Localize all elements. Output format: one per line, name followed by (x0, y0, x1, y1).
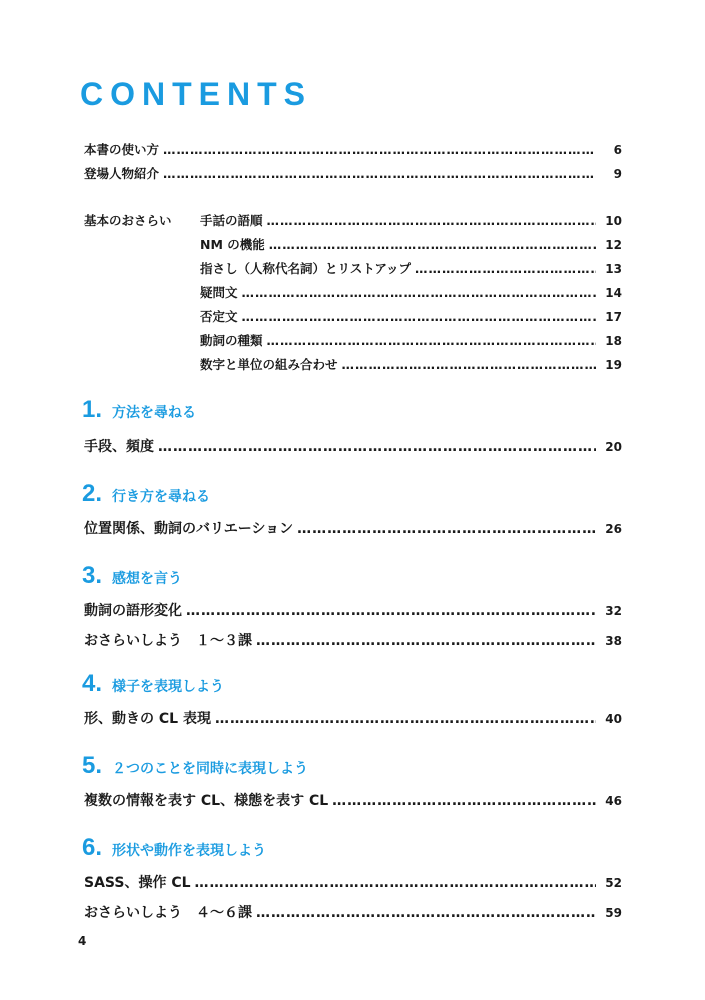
toc-entry-label: NM の機能 (200, 237, 265, 252)
toc-entry-page: 6 (613, 143, 622, 157)
toc-entry-page: 14 (605, 286, 622, 300)
chapter-number: 5. (82, 752, 103, 779)
toc-entry-page: 32 (605, 604, 622, 618)
chapter-heading[interactable] (82, 670, 224, 698)
leader-dots (269, 237, 596, 252)
toc-entry[interactable] (200, 235, 622, 253)
toc-entry[interactable] (84, 140, 622, 158)
chapter-heading[interactable] (82, 480, 210, 508)
chapter-title: 様子を表現しよう (112, 679, 225, 695)
toc-entry[interactable] (84, 630, 622, 650)
toc-entry[interactable] (84, 518, 622, 538)
toc-entry[interactable] (84, 872, 622, 892)
toc-entry-page: 10 (605, 214, 622, 228)
toc-entry-label: 位置関係、動詞のバリエーション (84, 521, 294, 537)
toc-entry-label: 指さし（人称代名詞）とリストアップ (200, 261, 412, 276)
page-number: 4 (78, 934, 87, 948)
leader-dots (267, 213, 596, 228)
toc-entry-label: 形、動きの CL 表現 (84, 711, 211, 727)
leader-dots (195, 875, 596, 891)
chapter-heading[interactable] (82, 562, 182, 590)
chapter-heading[interactable] (82, 752, 308, 780)
chapter-title: ２つのことを同時に表現しよう (112, 761, 309, 777)
contents-title: CONTENTS (80, 76, 312, 112)
toc-entry-label: 否定文 (200, 309, 238, 324)
toc-entry[interactable] (200, 355, 622, 373)
toc-entry[interactable] (200, 259, 622, 277)
leader-dots (186, 603, 596, 619)
leader-dots (163, 142, 596, 157)
toc-entry-label: おさらいしよう ４～６課 (84, 905, 252, 921)
leader-dots (158, 439, 596, 455)
chapter-number: 2. (82, 480, 103, 507)
toc-entry-label: 登場人物紹介 (84, 166, 160, 181)
chapter-number: 1. (82, 396, 103, 423)
toc-entry[interactable] (84, 708, 622, 728)
leader-dots (297, 521, 596, 537)
leader-dots (256, 633, 596, 649)
chapter-number: 4. (82, 670, 103, 697)
toc-entry-label: 動詞の語形変化 (84, 603, 182, 619)
toc-entry-page: 17 (605, 310, 622, 324)
chapter-heading[interactable] (82, 834, 266, 862)
chapter-number: 6. (82, 834, 103, 861)
toc-entry-page: 19 (605, 358, 622, 372)
leader-dots (267, 333, 596, 348)
toc-entry-page: 38 (605, 634, 622, 648)
chapter-number: 3. (82, 562, 103, 589)
toc-entry[interactable] (84, 790, 622, 810)
leader-dots (242, 285, 596, 300)
toc-entry-label: 本書の使い方 (84, 142, 160, 157)
toc-entry-page: 9 (613, 167, 622, 181)
toc-entry-label: 数字と単位の組み合わせ (200, 357, 338, 372)
leader-dots (242, 309, 596, 324)
toc-entry-page: 40 (605, 712, 622, 726)
toc-entry-page: 12 (605, 238, 622, 252)
toc-entry[interactable] (84, 436, 622, 456)
toc-entry-page: 13 (605, 262, 622, 276)
leader-dots (256, 905, 596, 921)
toc-entry-page: 46 (605, 794, 622, 808)
basics-heading: 基本のおさらい (84, 213, 172, 228)
leader-dots (163, 166, 596, 181)
toc-entry-label: 複数の情報を表す CL、様態を表す CL (84, 793, 329, 809)
toc-entry-label: 手話の語順 (200, 213, 263, 228)
chapter-title: 行き方を尋ねる (112, 489, 211, 505)
toc-entry-label: 疑問文 (200, 285, 238, 300)
leader-dots (342, 357, 596, 372)
chapter-title: 感想を言う (112, 571, 183, 587)
toc-entry-page: 59 (605, 906, 622, 920)
toc-entry-label: 手段、頻度 (84, 439, 154, 455)
toc-entry[interactable] (200, 211, 622, 229)
toc-entry[interactable] (200, 307, 622, 325)
chapter-title: 形状や動作を表現しよう (112, 843, 267, 859)
toc-entry-label: SASS、操作 CL (84, 875, 191, 891)
toc-entry-page: 20 (605, 440, 622, 454)
toc-entry[interactable] (84, 902, 622, 922)
toc-entry[interactable] (200, 283, 622, 301)
leader-dots (215, 711, 596, 727)
toc-entry-page: 52 (605, 876, 622, 890)
chapter-title: 方法を尋ねる (112, 405, 197, 421)
toc-entry-page: 26 (605, 522, 622, 536)
toc-entry[interactable] (200, 331, 622, 349)
toc-entry[interactable] (84, 600, 622, 620)
leader-dots (332, 793, 596, 809)
toc-entry[interactable] (84, 164, 622, 182)
leader-dots (415, 261, 596, 276)
toc-entry-label: 動詞の種類 (200, 333, 263, 348)
toc-entry-label: おさらいしよう １～３課 (84, 633, 252, 649)
toc-entry-page: 18 (605, 334, 622, 348)
chapter-heading[interactable] (82, 396, 196, 424)
